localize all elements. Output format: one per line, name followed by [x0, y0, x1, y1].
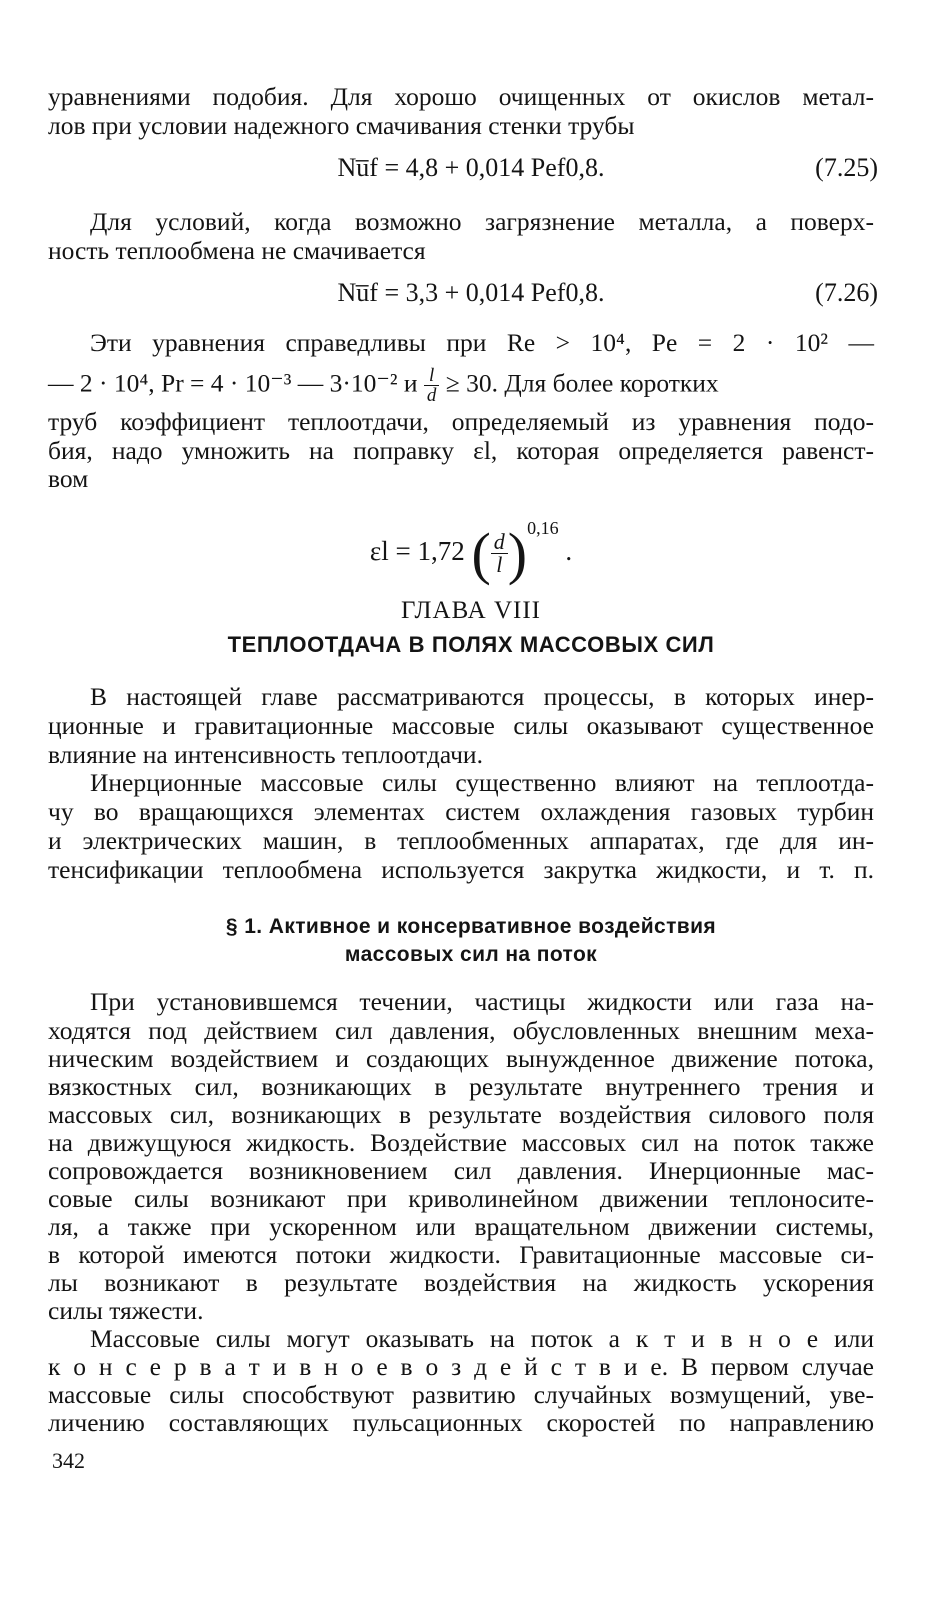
text-line: Для условий, когда возможно загрязнение металла, а поверх-: [90, 207, 874, 236]
chapter-title: ТЕПЛООТДАЧА В ПОЛЯХ МАССОВЫХ СИЛ: [227, 632, 715, 657]
text-fragment: ≥ 30. Для более коротких: [445, 368, 719, 398]
text-line: и электрических машин, в теплообменных аппаратах, где для ин-: [48, 826, 874, 855]
text-line: лы возникают в результате воздействия на жидкость ускорения: [48, 1268, 874, 1297]
fraction-d-over-l: [491, 531, 508, 576]
text-line: бия, надо умножить на поправку εl, которая определяется равенст-: [48, 436, 874, 465]
text-line: В настоящей главе рассматриваются процессы, в которых инер-: [90, 682, 874, 711]
text-line: труб коэффициент теплоотдачи, определяемый из уравнения подо-: [48, 407, 874, 436]
right-paren-icon: ): [507, 520, 528, 586]
text-line: массовых сил, возникающих в результате воздействия силового поля: [48, 1100, 874, 1129]
section-heading: массовых сил на поток: [344, 943, 598, 966]
section-heading: § 1. Активное и консервативное воздействия: [225, 915, 717, 938]
text-line: Массовые силы могут оказывать на поток а к т и в н о е или: [90, 1324, 874, 1353]
fraction-numerator: l: [424, 366, 440, 386]
text-line: ность теплообмена не смачивается: [48, 236, 426, 265]
formula-number: (7.26): [815, 278, 878, 307]
text-line: личению составляющих пульсационных скоростей по направлению: [48, 1408, 874, 1437]
formula-expression: Nu̅f = 3,3 + 0,014 Pef0,8.: [337, 278, 605, 307]
text-line: в которой имеются потоки жидкости. Гравитационные массовые си-: [48, 1240, 874, 1269]
fraction-denominator: l: [496, 552, 503, 578]
text-line: уравнениями подобия. Для хорошо очищенных от окислов метал-: [48, 82, 874, 111]
chapter-label: ГЛАВА VIII: [400, 597, 542, 624]
text-line: чу во вращающихся элементах систем охлаждения газовых турбин: [48, 797, 874, 826]
text-line: лов при условии надежного смачивания стенки трубы: [48, 111, 635, 140]
left-paren-icon: (: [471, 520, 491, 586]
text-line: массовые силы способствуют развитию случайных возмущений, уве-: [48, 1380, 874, 1409]
text-line: на движущуюся жидкость. Воздействие массовых сил на поток также: [48, 1128, 874, 1157]
formula-epsilon-l: [0, 492, 942, 586]
text-line: ническим воздействием и создающих вынужденное движение потока,: [48, 1044, 874, 1073]
text-line: влияние на интенсивность теплоотдачи.: [48, 740, 483, 769]
text-line: сопровождается возникновением сил давления. Инерционные мас-: [48, 1156, 874, 1185]
text-line: тенсификации теплообмена используется закрутка жидкости, и т. п.: [48, 855, 874, 884]
fraction-denominator: d: [426, 385, 437, 406]
text-line: Инерционные массовые силы существенно влияют на теплоотда-: [90, 768, 874, 797]
text-line: ля, а также при ускоренном или вращательном движении системы,: [48, 1212, 874, 1241]
text-line: Эти уравнения справедливы при Re > 10⁴, Pe = 2 · 10² —: [90, 328, 874, 357]
text-line: ционные и гравитационные массовые силы оказывают существенное: [48, 711, 874, 740]
formula-lhs: εl = 1,72: [369, 536, 465, 566]
fraction-numerator: d: [491, 531, 508, 554]
text-fragment: — 2 · 10⁴, Pr = 4 · 10⁻³ — 3·10⁻² и: [48, 368, 418, 398]
text-line: совые силы возникают при криволинейном движении теплоносите-: [48, 1184, 874, 1213]
text-line: вязкостных сил, возникающих в результате внутреннего трения и: [48, 1072, 874, 1101]
formula-7-25: [0, 151, 942, 185]
text-line-with-fraction: [48, 366, 874, 405]
text-line: При установившемся течении, частицы жидкости или газа на-: [90, 987, 874, 1016]
text-line: ходятся под действием сил давления, обусловленных внешним меха-: [48, 1016, 874, 1045]
page-number: 342: [52, 1448, 85, 1473]
text-line: вом: [48, 464, 89, 493]
formula-exponent: 0,16: [527, 518, 559, 538]
formula-number: (7.25): [815, 153, 878, 182]
text-line: к о н с е р в а т и в н о е в о з д е й с т в и е. В первом случае: [48, 1352, 874, 1381]
text-line: силы тяжести.: [48, 1296, 204, 1325]
formula-7-26: [0, 276, 942, 310]
fraction-l-over-d: [424, 366, 440, 405]
formula-period: .: [565, 536, 573, 566]
formula-expression: Nu̅f = 4,8 + 0,014 Pef0,8.: [337, 153, 605, 182]
